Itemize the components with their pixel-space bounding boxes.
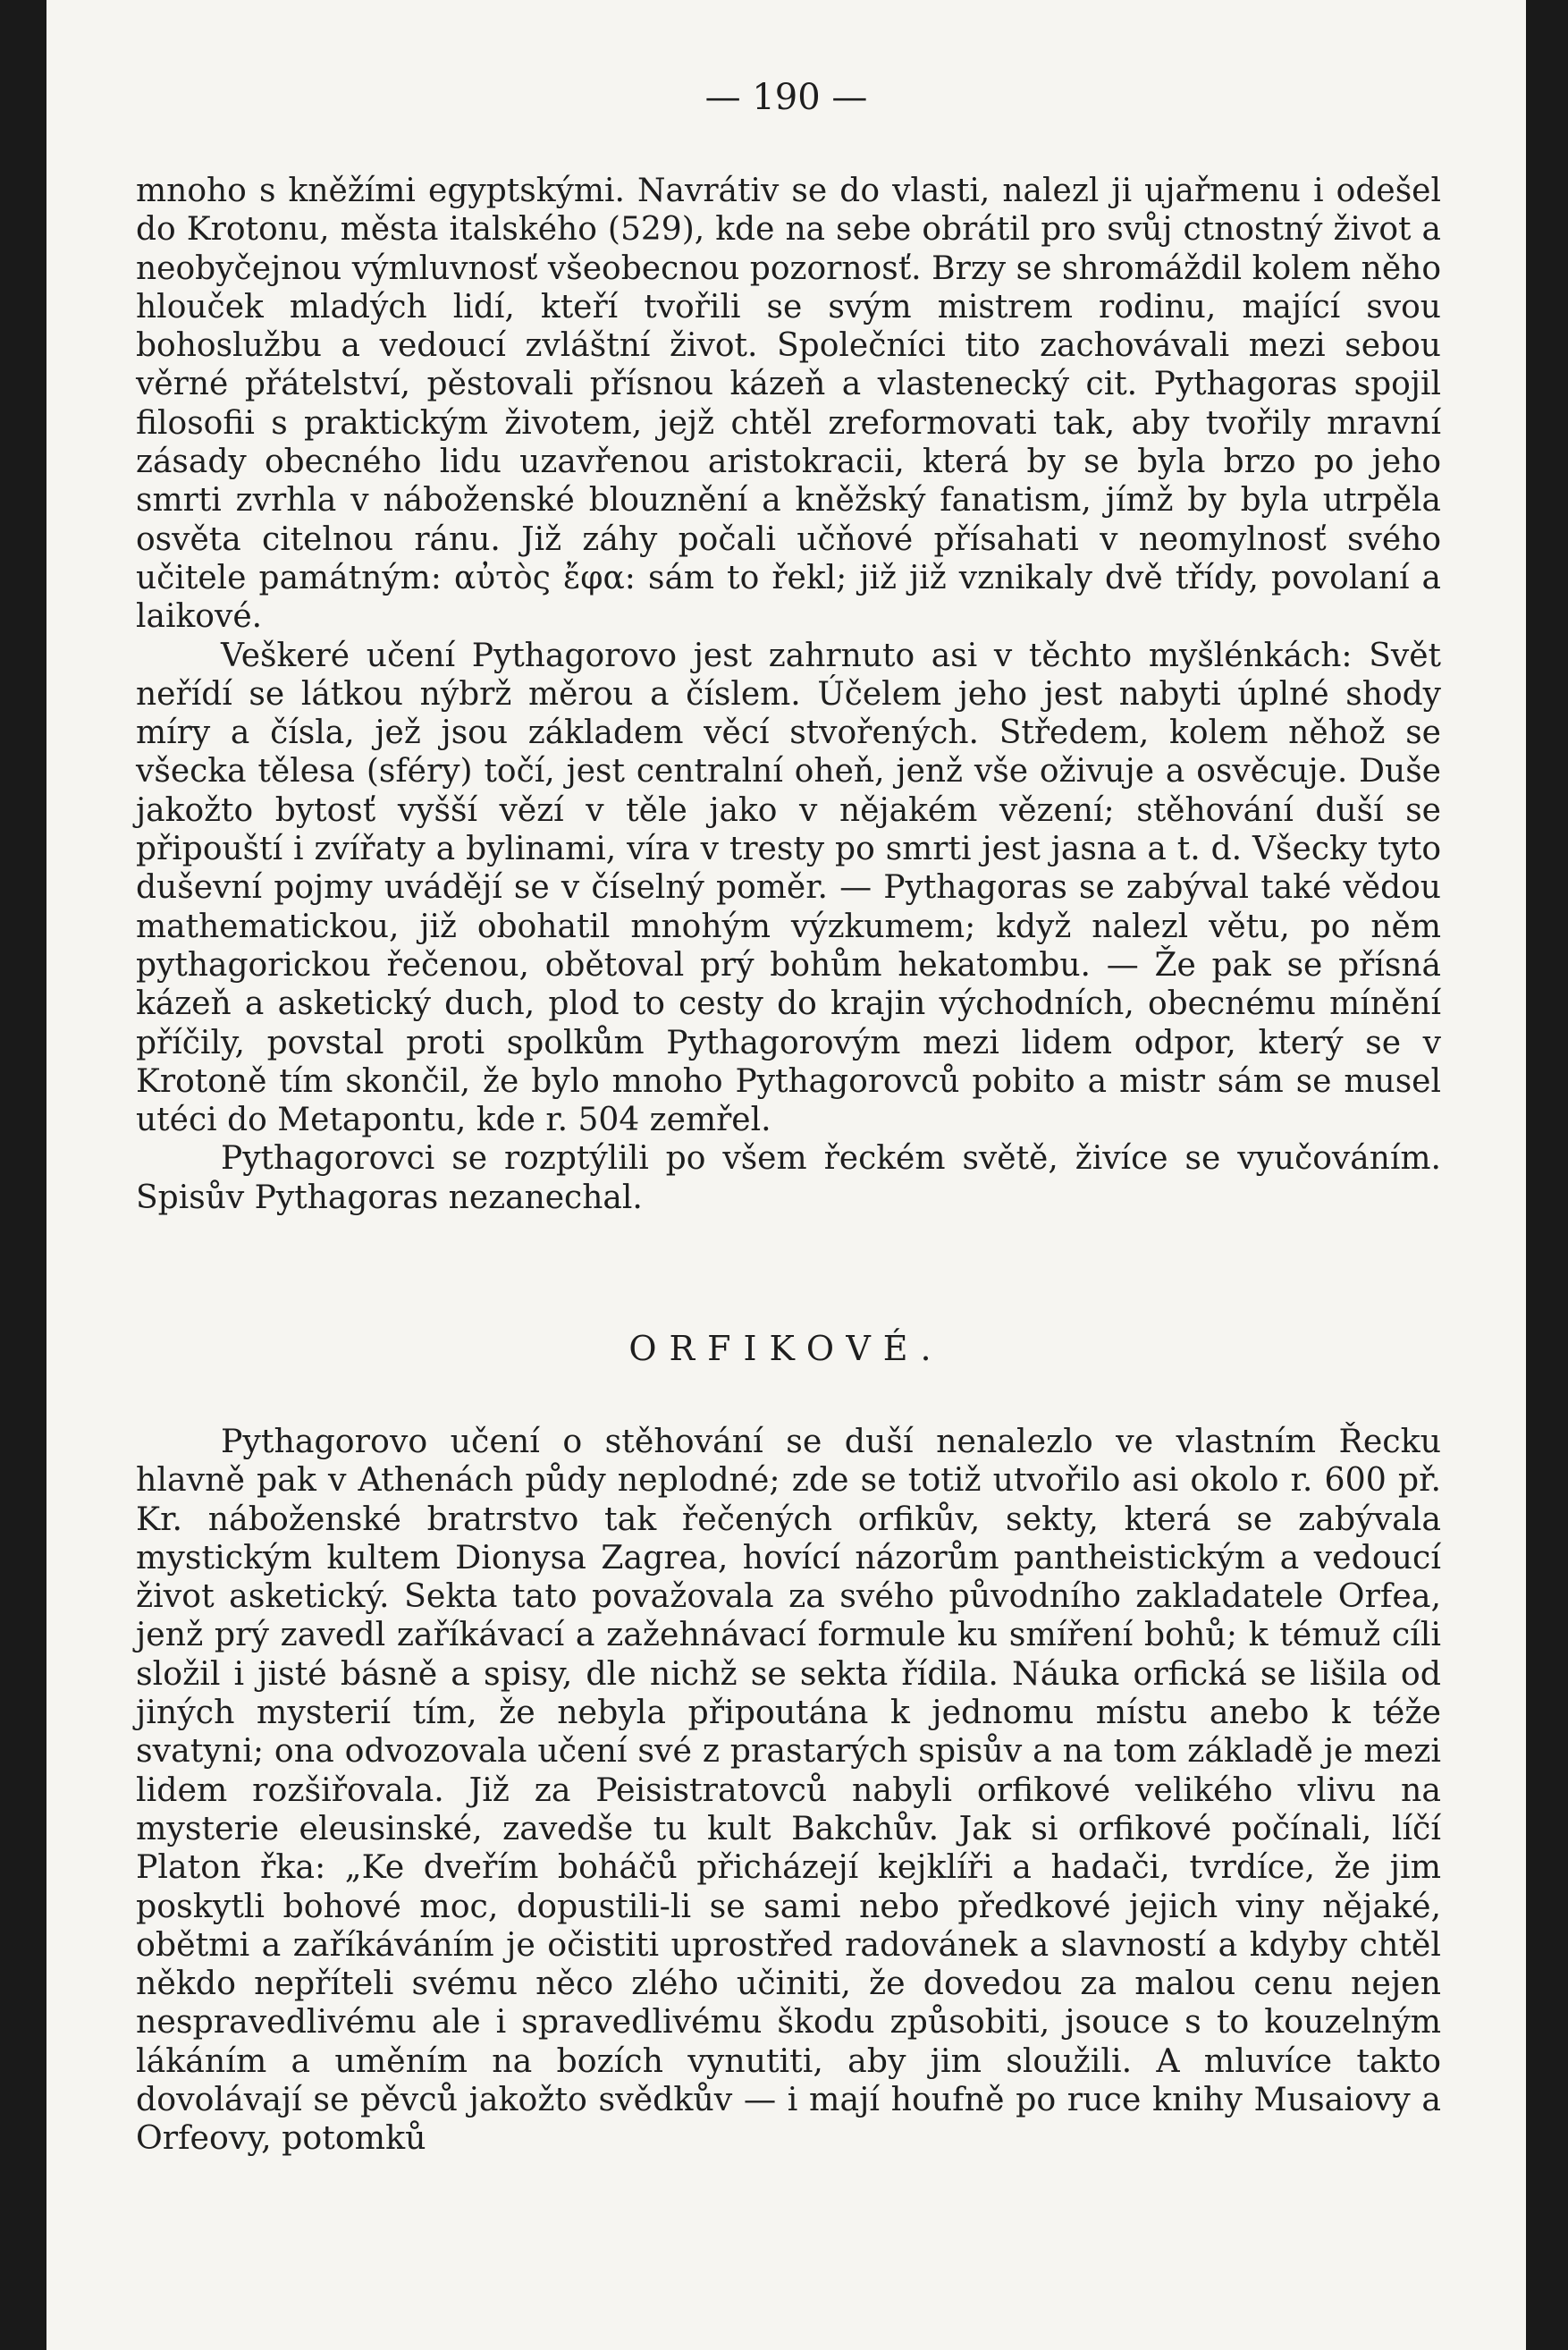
section-heading: ORFIKOVÉ. — [628, 1329, 944, 1368]
scan-right-margin — [1526, 0, 1568, 2350]
book-page — [46, 0, 1526, 2350]
paragraph-1: mnoho s kněžími egyptskými. Navrátiv se do vlasti, nalezl ji ujařmenu i odešel do Krotonu, města italského (529), kde na sebe obrátil pro svůj ctnostný život a neobyčejnou výmluvnosť všeobecnou pozornosť. Brzy se shromáždil kolem něho hlouček mladých lidí, kteří tvořili se svým mistrem rodinu, mající svou bohoslužbu a vedoucí zvláštní život. Společníci tito zachovávali mezi sebou věrné přátelství, pěstovali přísnou kázeň a vlastenecký cit. Pythagoras spojil filosofii s praktickým životem, jejž chtěl zreformovati tak, aby tvořily mravní zásady obecného lidu uzavřenou aristokracii, která by se byla brzo po jeho smrti zvrhla v náboženské blouznění a kněžský fanatism, jímž by byla utrpěla osvěta citelnou ránu. Již záhy počali učňové přísahati v neomylnosť svého učitele památným: αὐτὸς ἔφα: sám to řekl; již již vznikaly dvě třídy, povolaní a laikové. — [136, 173, 1441, 636]
paragraph-3: Pythagorovci se rozptýlili po všem řeckém světě, živíce se vyučováním. Spisův Pythagoras nezanechal. — [136, 1140, 1441, 1216]
paragraph-2: Veškeré učení Pythagorovo jest zahrnuto asi v těchto myšlénkách: Svět neřídí se látkou nýbrž měrou a číslem. Účelem jeho jest nabyti úplné shody míry a čísla, jež jsou základem věcí stvořených. Středem, kolem něhož se všecka tělesa (sféry) točí, jest centralní oheň, jenž vše oživuje a osvěcuje. Duše jakožto bytosť vyšší vězí v těle jako v nějakém vězení; stěhování duší se připouští i zvířaty a bylinami, víra v tresty po smrti jest jasna a t. d. Všecky tyto duševní pojmy uvádějí se v číselný poměr. — Pythagoras se zabýval také vědou mathematickou, již obohatil mnohým výzkumem; když nalezl větu, po něm pythagorickou řečenou, obětoval prý bohům hekatombu. — Že pak se přísná kázeň a asketický duch, plod to cesty do krajin východních, obecnému mínění příčily, povstal proti spolkům Pythagorovým mezi lidem odpor, který se v Krotoně tím skončil, že bylo mnoho Pythagorovců pobito a mistr sám se musel utéci do Metapontu, kde r. 504 zemřel. — [136, 637, 1441, 1139]
body-text-section-2 — [136, 1422, 1441, 2158]
scan-left-margin — [0, 0, 46, 2350]
page-number: — 190 — — [704, 77, 868, 118]
body-text-section-1 — [136, 172, 1441, 1217]
paragraph-4: Pythagorovo učení o stěhování se duší nenalezlo ve vlastním Řecku hlavně pak v Athenách půdy neplodné; zde se totiž utvořilo asi okolo r. 600 př. Kr. náboženské bratrstvo tak řečených orfikův, sekty, která se zabývala mystickým kultem Dionysa Zagrea, hovící názorům pantheistickým a vedoucí život asketický. Sekta tato považovala za svého původního zakladatele Orfea, jenž prý zavedl zaříkávací a zažehnávací formule ku smíření bohů; k témuž cíli složil i jisté básně a spisy, dle nichž se sekta řídila. Náuka orfická se lišila od jiných mysterií tím, že nebyla připoutána k jednomu místu anebo k téže svatyni; ona odvozovala učení své z prastarých spisův a na tom základě je mezi lidem rozšiřovala. Již za Peisistratovců nabyli orfikové velikého vlivu na mysterie eleusinské, zavedše tu kult Bakchův. Jak si orfikové počínali, líčí Platon řka: „Ke dveřím boháčů přicházejí kejklíři a hadači, tvrdíce, že jim poskytli bohové moc, dopustili-li se sami nebo předkové jejich viny nějaké, obětmi a zaříkáváním je očistiti uprostřed radovánek a slavností a kdyby chtěl někdo nepříteli svému něco zlého učiniti, že dovedou za malou cenu nejen nespravedlivému ale i spravedlivému škodu způsobiti, jsouce s to kouzelným lákáním a uměním na bozích vynutiti, aby jim sloužili. A mluvíce takto dovolávají se pěvců jakožto svědkův — i mají houfně po ruce knihy Musaiovy a Orfeovy, potomků — [136, 1422, 1441, 2158]
